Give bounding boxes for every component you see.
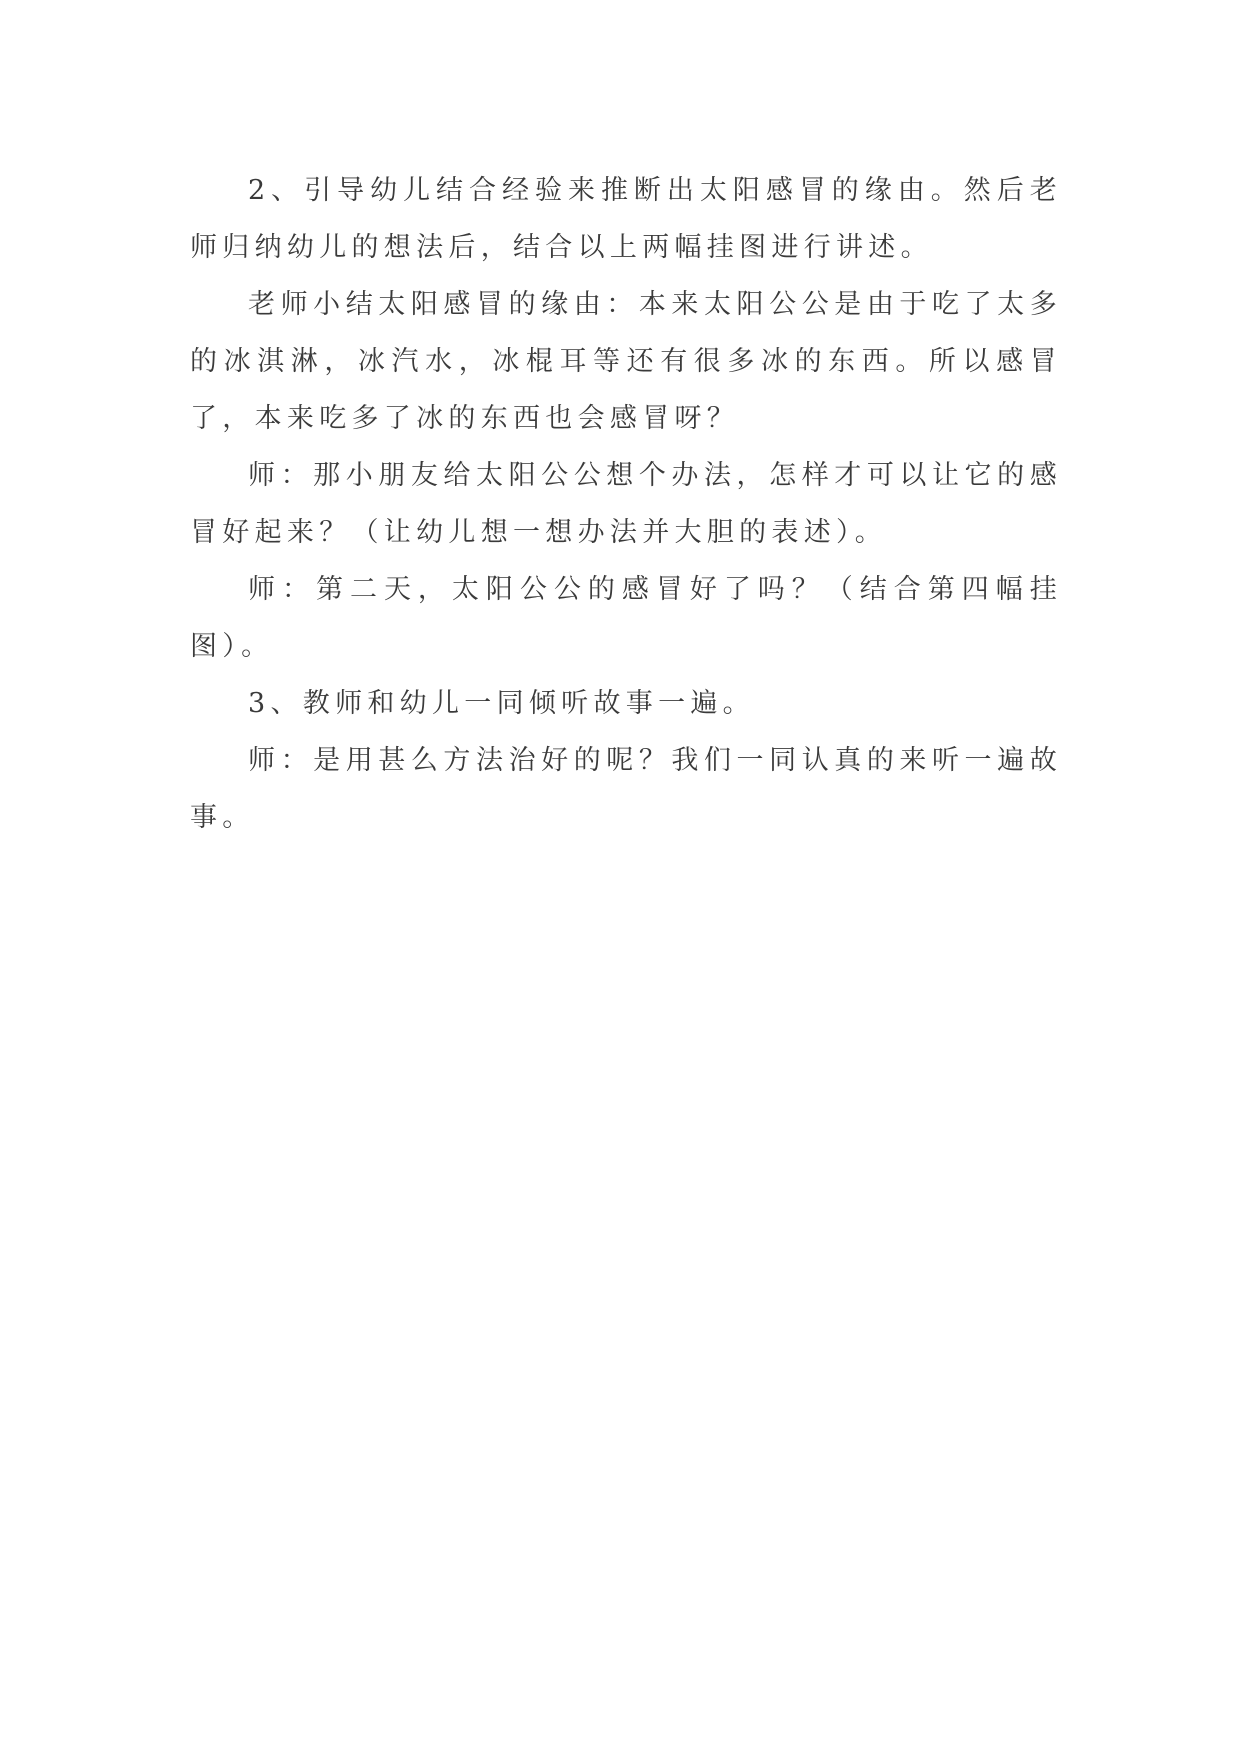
paragraph: 师：第二天，太阳公公的感冒好了吗？（结合第四幅挂图）。 — [190, 574, 1062, 662]
paragraph: 老师小结太阳感冒的缘由：本来太阳公公是由于吃了太多的冰淇淋，冰汽水，冰棍耳等还有很多冰的东西。所以感冒了，本来吃多了冰的东西也会感冒呀？ — [190, 289, 1062, 434]
paragraph: 师：是用甚么方法治好的呢？我们一同认真的来听一遍故事。 — [190, 745, 1062, 833]
paragraph: 3、教师和幼儿一同倾听故事一遍。 — [248, 688, 755, 719]
paragraph: 师：那小朋友给太阳公公想个办法，怎样才可以让它的感冒好起来？（让幼儿想一想办法并大胆的表述）。 — [190, 460, 1062, 548]
paragraph: 2、引导幼儿结合经验来推断出太阳感冒的缘由。然后老师归纳幼儿的想法后，结合以上两幅挂图进行讲述。 — [190, 175, 1062, 263]
document-body — [190, 162, 1062, 846]
